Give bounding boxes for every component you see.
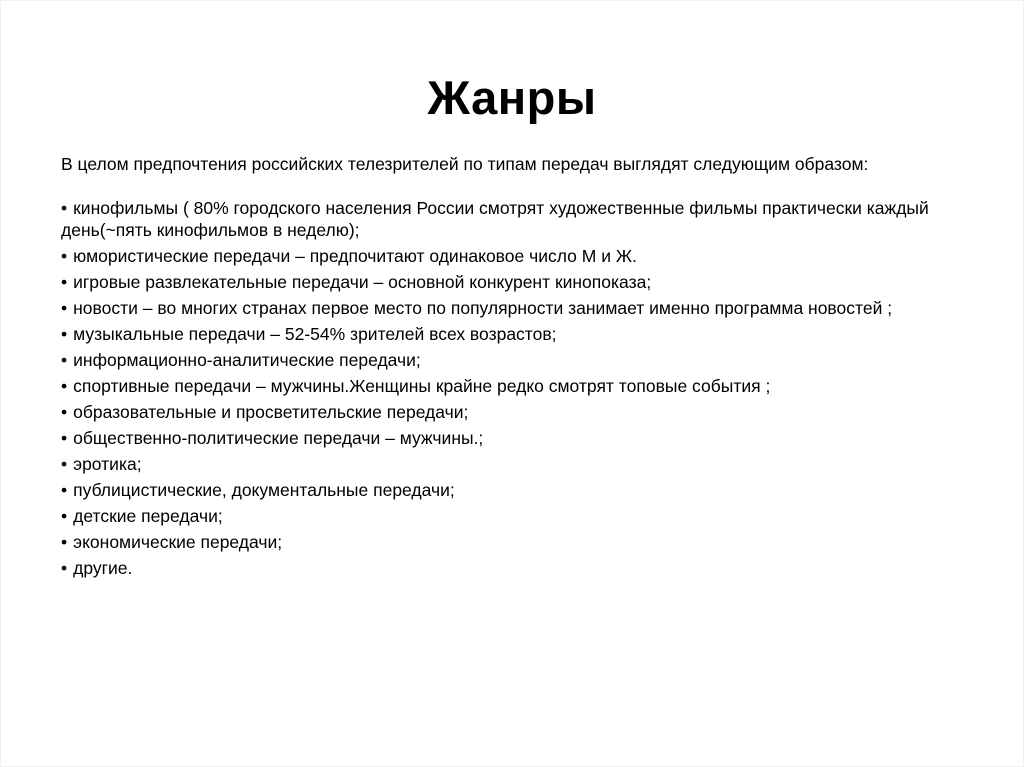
slide-title: Жанры xyxy=(427,71,597,124)
list-item-text: кинофильмы ( 80% городского населения России смотрят художественные фильмы практически каждый день(~пять кинофильмов в неделю); xyxy=(61,198,929,240)
bullet-icon: • xyxy=(61,402,68,422)
list-item-text: новости – во многих странах первое место по популярности занимает именно программа новостей ; xyxy=(73,298,893,318)
list-item-text: спортивные передачи – мужчины.Женщины крайне редко смотрят топовые события ; xyxy=(73,376,771,396)
list-item-text: музыкальные передачи – 52-54% зрителей всех возрастов; xyxy=(73,324,557,344)
list-item xyxy=(61,557,941,579)
list-item-text: юмористические передачи – предпочитают одинаковое число М и Ж. xyxy=(73,246,637,266)
bullet-icon: • xyxy=(61,480,68,500)
bullet-icon: • xyxy=(61,324,68,344)
list-item-text: эротика; xyxy=(73,454,142,474)
bullet-icon: • xyxy=(61,246,68,266)
list-item xyxy=(61,297,941,319)
list-item xyxy=(61,531,941,553)
list-item-text: другие. xyxy=(73,558,133,578)
list-item xyxy=(61,323,941,345)
list-item-text: образовательные и просветительские передачи; xyxy=(73,402,469,422)
list-item xyxy=(61,401,941,423)
bullet-icon: • xyxy=(61,350,68,370)
bullet-icon: • xyxy=(61,428,68,448)
list-item xyxy=(61,271,941,293)
list-item-text: общественно-политические передачи – мужчины.; xyxy=(73,428,484,448)
list-item-text: информационно-аналитические передачи; xyxy=(73,350,421,370)
bullet-icon: • xyxy=(61,376,68,396)
list-item xyxy=(61,427,941,449)
list-item xyxy=(61,479,941,501)
list-item xyxy=(61,197,941,241)
slide-content xyxy=(61,153,941,583)
list-item-text: публицистические, документальные передачи; xyxy=(73,480,455,500)
genre-list xyxy=(61,197,941,579)
bullet-icon: • xyxy=(61,454,68,474)
bullet-icon: • xyxy=(61,298,68,318)
list-item xyxy=(61,505,941,527)
bullet-icon: • xyxy=(61,198,68,218)
list-item xyxy=(61,349,941,371)
bullet-icon: • xyxy=(61,272,68,292)
list-item-text: экономические передачи; xyxy=(73,532,283,552)
list-item-text: детские передачи; xyxy=(73,506,223,526)
bullet-icon: • xyxy=(61,532,68,552)
bullet-icon: • xyxy=(61,506,68,526)
list-item xyxy=(61,245,941,267)
intro-text: В целом предпочтения российских телезрителей по типам передач выглядят следующим образом: xyxy=(61,154,869,174)
bullet-icon: • xyxy=(61,558,68,578)
list-item-text: игровые развлекательные передачи – основной конкурент кинопоказа; xyxy=(73,272,652,292)
list-item xyxy=(61,375,941,397)
list-item xyxy=(61,453,941,475)
